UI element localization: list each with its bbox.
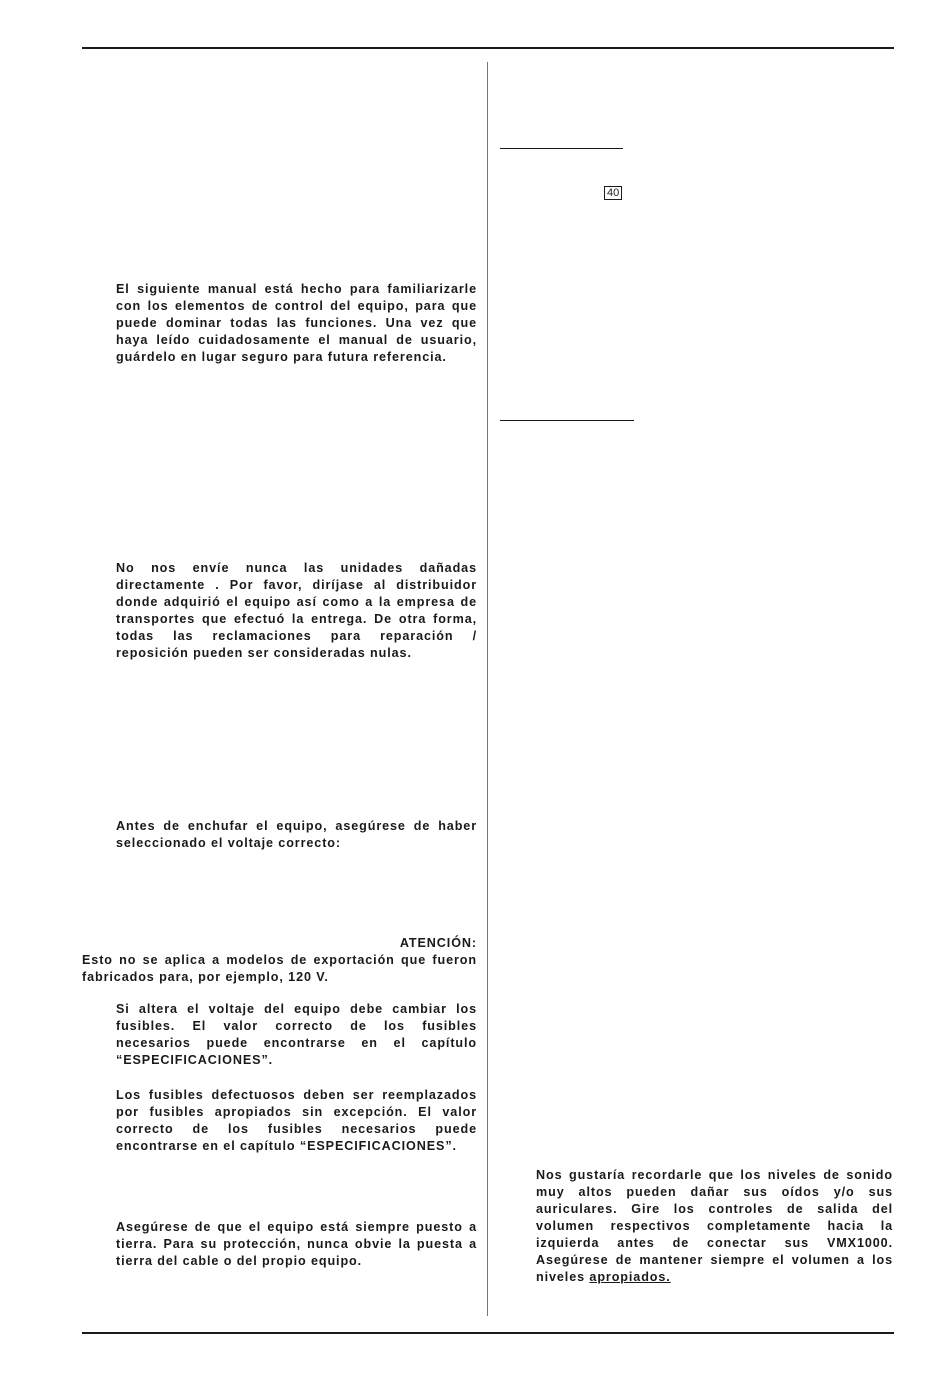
heading-rule-2: [500, 420, 634, 421]
bottom-rule: [82, 1332, 894, 1334]
hearing-warning-paragraph: [536, 1167, 893, 1286]
voltage-paragraph: Antes de enchufar el equipo, asegúrese de haber seleccionado el voltaje correcto:: [116, 819, 477, 850]
attention-text: Esto no se aplica a modelos de exportación que fueron fabricados para, por ejemplo, 120 V.: [82, 953, 477, 984]
column-divider: [487, 62, 488, 1316]
attention-label: ATENCIÓN:: [399, 936, 477, 950]
top-rule: [82, 47, 894, 49]
page-reference-badge: 40: [604, 186, 622, 200]
fuse-replace-paragraph: Los fusibles defectuosos deben ser reemplazados por fusibles apropiados sin excepción. El valor correcto de los fusibles necesarios puede encontrarse en el capítulo “ESPECIFICACIONES”.: [116, 1088, 477, 1153]
fuse-change-paragraph: Si altera el voltaje del equipo debe cambiar los fusibles. El valor correcto de los fusibles necesarios puede encontrarse en el capítulo “ESPECIFICACIONES”.: [116, 1002, 477, 1067]
hearing-warning-underlined: apropiados.: [589, 1270, 671, 1284]
grounding-paragraph: Asegúrese de que el equipo está siempre puesto a tierra. Para su protección, nunca obvie la puesta a tierra del cable o del propio equipo.: [116, 1220, 477, 1268]
intro-paragraph: El siguiente manual está hecho para familiarizarle con los elementos de control del equipo, para que puede dominar todas las funciones. Una vez que haya leído cuidadosamente el manual de usuario, guárdelo en lugar seguro para futura referencia.: [116, 282, 477, 364]
damaged-units-paragraph: No nos envíe nunca las unidades dañadas directamente . Por favor, diríjase al distribuidor donde adquirió el equipo así como a la empresa de transportes que efectuó la entrega. De otra forma, todas las reclamaciones para reparación / reposición pueden ser consideradas nulas.: [116, 561, 477, 660]
heading-rule-1: [500, 148, 623, 149]
hearing-warning-text: Nos gustaría recordarle que los niveles de sonido muy altos pueden dañar sus oídos y/o sus auriculares. Gire los controles de salida del volumen respectivos completamente hacia la izquierda antes de conectar sus VMX1000. Asegúrese de mantener siempre el volumen a los niveles: [536, 1168, 893, 1284]
